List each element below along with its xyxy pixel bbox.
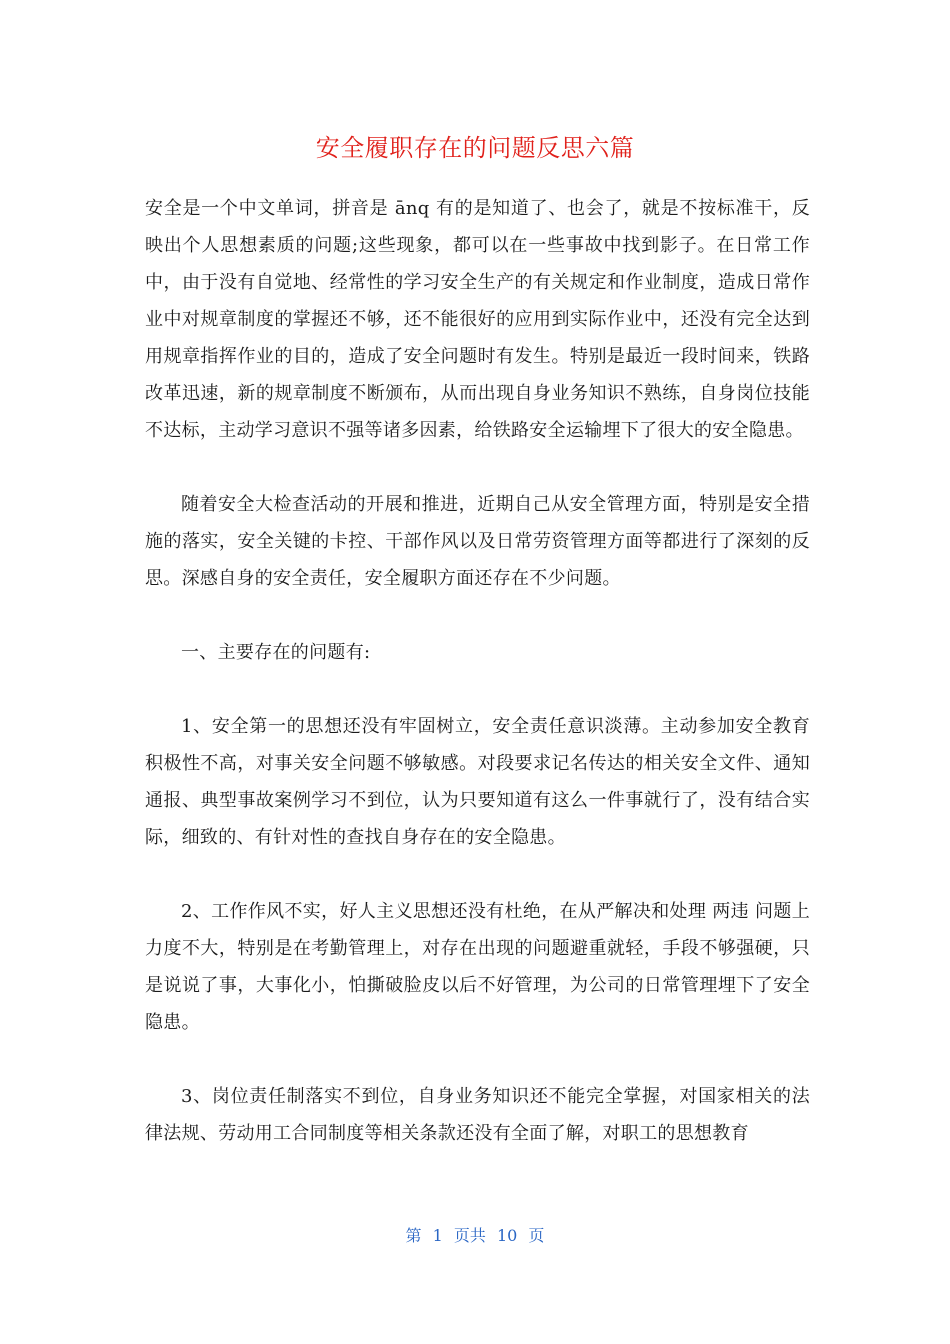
paragraph-problem-3: 3、岗位责任制落实不到位，自身业务知识还不能完全掌握，对国家相关的法律法规、劳动用工合同制度等相关条款还没有全面了解，对职工的思想教育 — [145, 1086, 810, 1144]
section-heading-problems: 一、主要存在的问题有: — [181, 642, 371, 663]
page-number-footer: 第 1 页共 10 页 — [405, 1226, 545, 1245]
paragraph-reflection: 随着安全大检查活动的开展和推进，近期自己从安全管理方面，特别是安全措施的落实，安全关键的卡控、干部作风以及日常劳资管理方面等都进行了深刻的反思。深感自身的安全责任，安全履职方面还存在不少问题。 — [145, 494, 810, 589]
paragraph-problem-2: 2、工作作风不实，好人主义思想还没有杜绝，在从严解决和处理 两违 问题上力度不大，特别是在考勤管理上，对存在出现的问题避重就轻，手段不够强硬，只是说说了事，大事化小，怕撕破脸皮以后不好管理，为公司的日常管理埋下了安全隐患。 — [145, 901, 810, 1033]
document-title: 安全履职存在的问题反思六篇 — [315, 134, 635, 162]
paragraph-intro: 安全是一个中文单词，拼音是 ānq 有的是知道了、也会了，就是不按标准干，反映出个人思想素质的问题;这些现象，都可以在一些事故中找到影子。在日常工作中，由于没有自觉地、经常性的学习安全生产的有关规定和作业制度，造成日常作业中对规章制度的掌握还不够，还不能很好的应用到实际作业中，还没有完全达到用规章指挥作业的目的，造成了安全问题时有发生。特别是最近一段时间来，铁路改革迅速，新的规章制度不断颁布，从而出现自身业务知识不熟练，自身岗位技能不达标，主动学习意识不强等诸多因素，给铁路安全运输埋下了很大的安全隐患。 — [145, 198, 810, 441]
document-body — [145, 190, 810, 1189]
paragraph-problem-1: 1、安全第一的思想还没有牢固树立，安全责任意识淡薄。主动参加安全教育积极性不高，对事关安全问题不够敏感。对段要求记名传达的相关安全文件、通知通报、典型事故案例学习不到位，认为只要知道有这么一件事就行了，没有结合实际，细致的、有针对性的查找自身存在的安全隐患。 — [145, 716, 810, 848]
